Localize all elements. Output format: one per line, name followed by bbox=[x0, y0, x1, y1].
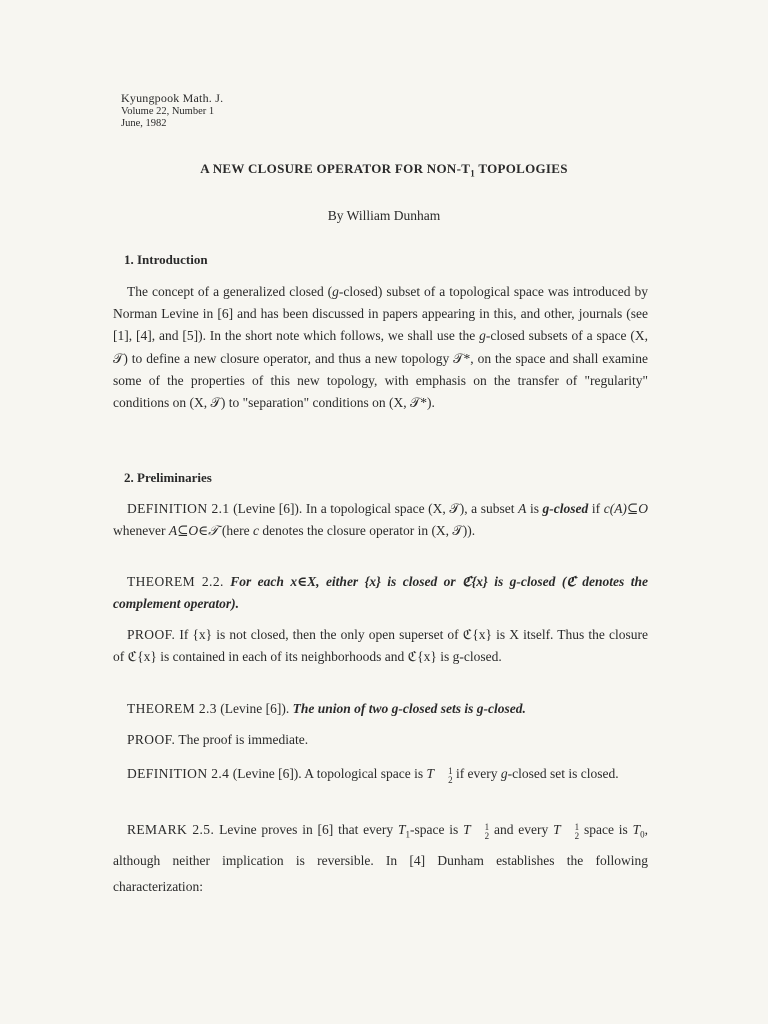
theorem-2-2: THEOREM 2.2. For each x∈X, either {x} is closed or ℭ{x} is g-closed (ℭ denotes the complement operator). bbox=[113, 574, 648, 612]
remark-2-5: REMARK 2.5. Levine proves in [6] that every $T_1$-space is T 1 2 and every T 1 2 space is $T_0$, although neither implication is reversible. In [4] Dunham establishes the following characterization: bbox=[113, 822, 648, 894]
journal-volume: Volume 22, Number 1 bbox=[121, 105, 215, 117]
definition-2-4: DEFINITION 2.4 (Levine [6]). A topological space is T 1 2 if every g-closed set is closed. bbox=[127, 766, 619, 785]
fraction-one-half: 1 2 bbox=[484, 822, 490, 841]
journal-header bbox=[121, 92, 223, 130]
proof-2-3: PROOF. The proof is immediate. bbox=[127, 732, 309, 747]
section-heading-introduction: 1. Introduction bbox=[124, 252, 208, 267]
journal-name: Kyungpook Math. J. bbox=[121, 91, 224, 105]
paper-title: A NEW CLOSURE OPERATOR FOR NON-$T_1$ TOPOLOGIES bbox=[200, 161, 568, 179]
journal-date: June, 1982 bbox=[121, 117, 167, 129]
intro-paragraph: The concept of a generalized closed (g-closed) subset of a topological space was introduced by Norman Levine in [6] and has been discussed in papers appearing in this, and other, journals (see [1], [4], and [5]). In the short note which follows, we shall use the g-closed subsets of a space (X, 𝒯) to define a new closure operator, and thus a new topology 𝒯*, on the space and shall examine some of the properties of this new topology, with emphasis on the transfer of "regularity" conditions on (X, 𝒯) to "separation" conditions on (X, 𝒯*). bbox=[113, 284, 648, 411]
fraction-one-half: 1 2 bbox=[448, 766, 453, 785]
fraction-one-half: 1 2 bbox=[574, 822, 580, 841]
theorem-2-3: THEOREM 2.3 (Levine [6]). The union of two g-closed sets is g-closed. bbox=[127, 701, 526, 716]
definition-2-1: DEFINITION 2.1 (Levine [6]). In a topological space (X, 𝒯), a subset A is g-closed if c(A)⊆O whenever A⊆O∈𝒯 (here c denotes the closure operator in (X, 𝒯)). bbox=[113, 501, 648, 539]
proof-2-2: PROOF. If {x} is not closed, then the only open superset of ℭ{x} is X itself. Thus the closure of ℭ{x} is contained in each of its neighborhoods and ℭ{x} is g-closed. bbox=[113, 627, 648, 665]
paper-author: By William Dunham bbox=[327, 208, 441, 223]
section-heading-preliminaries: 2. Preliminaries bbox=[124, 470, 212, 485]
